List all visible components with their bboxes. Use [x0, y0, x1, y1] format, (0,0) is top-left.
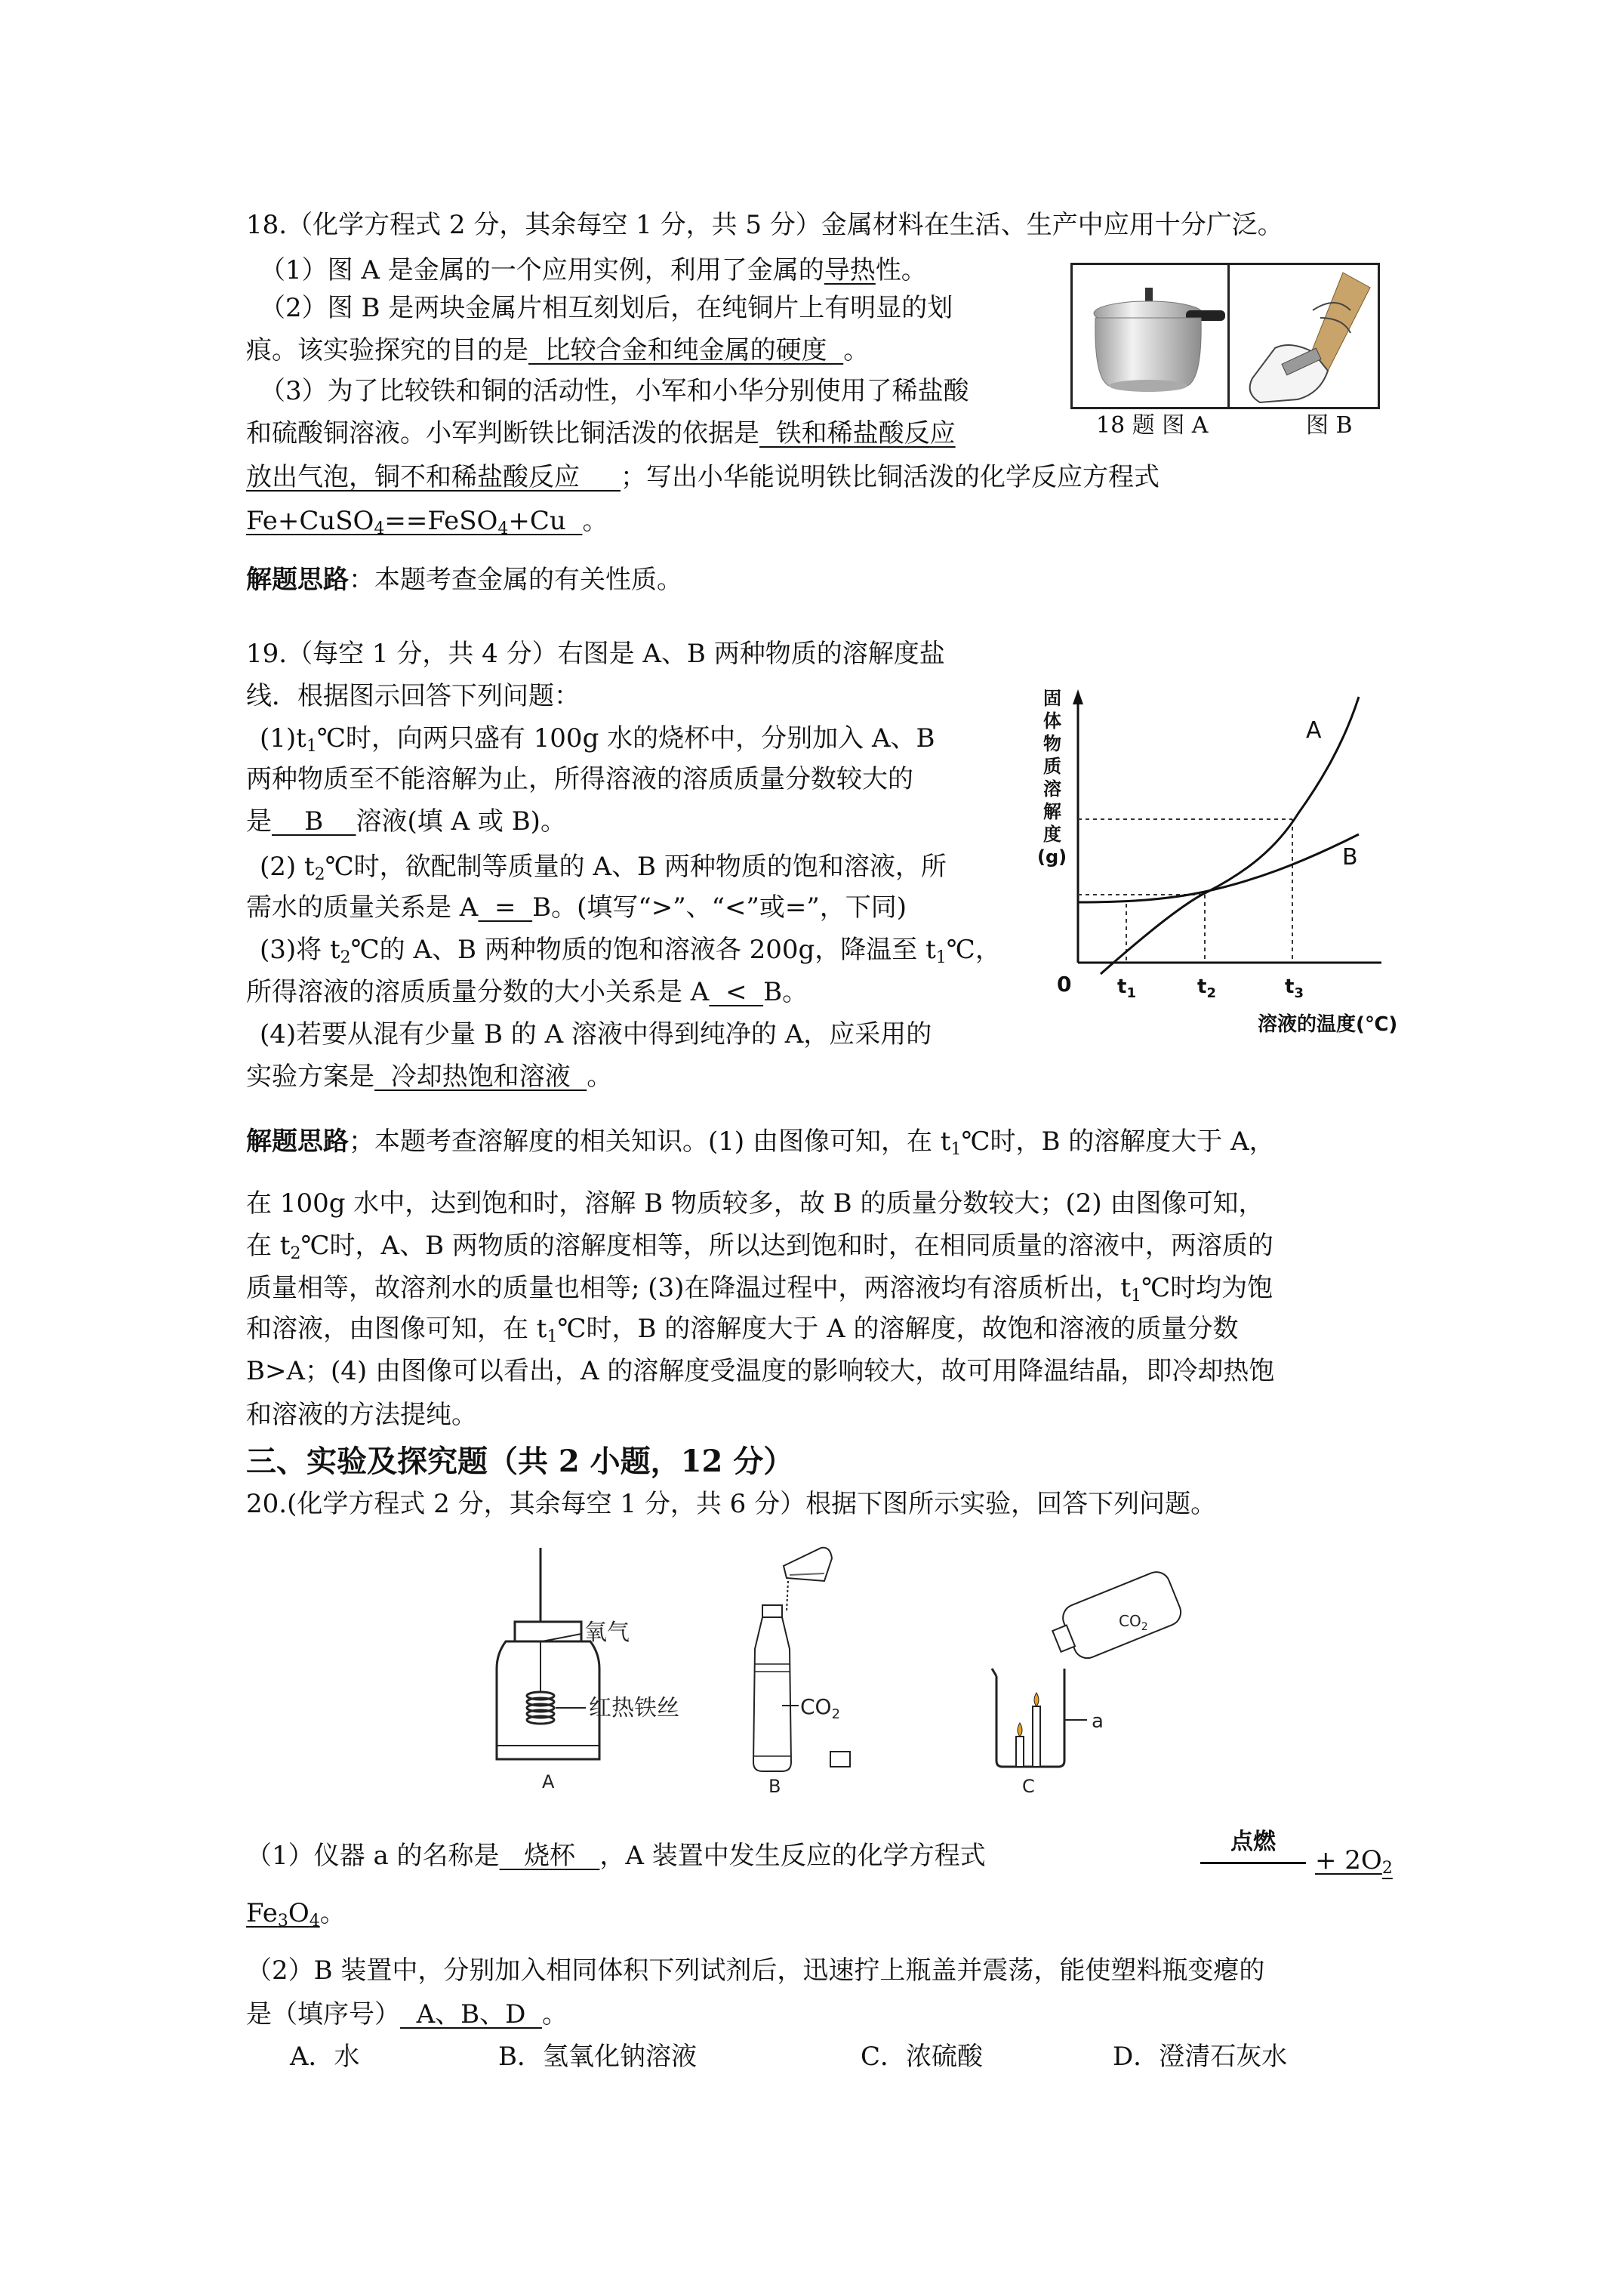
co2-gas-bottle-icon	[1046, 1568, 1184, 1668]
ylabel-char: 体	[1043, 710, 1061, 732]
idea-sub: 1	[1131, 1287, 1142, 1305]
q18-line-3: （2）图 B 是两块金属片相互刻划后，在纯铜片上有明显的划	[260, 293, 953, 323]
formula-sub: 4	[309, 1912, 320, 1931]
curve-b-label: B	[1342, 844, 1358, 871]
q20-part2-line-2	[246, 1993, 568, 2036]
jar-lid	[515, 1622, 581, 1641]
idea-text: 在 t	[246, 1231, 291, 1261]
q18-text: 和硫酸铜溶液。小军判断铁比铜活泼的依据是	[246, 418, 759, 448]
q20-text: 。	[542, 1999, 568, 2029]
flame-icon	[1034, 1693, 1039, 1706]
tick-t: t	[1285, 975, 1295, 998]
q20-text: ，A 装置中发生反应的化学方程式	[599, 1841, 986, 1871]
co2-sub: 2	[831, 1706, 841, 1722]
q18-text: ；写出小华能说明铁比铜活泼的化学反应方程式	[621, 462, 1160, 492]
q18-answer-3b: 放出气泡，铜不和稀盐酸反应	[246, 462, 621, 492]
idea-sub: 1	[547, 1327, 558, 1346]
ylabel-char: 度	[1043, 824, 1061, 845]
beaker	[996, 1669, 1064, 1767]
formula-sub: 4	[497, 519, 509, 538]
origin-label: 0	[1057, 972, 1072, 997]
q19-answer-1: B	[272, 806, 356, 837]
q19-text: 所得溶液的溶质质量分数的大小关系是 A	[246, 977, 710, 1007]
q19-answer-2: =	[478, 892, 533, 923]
curve-b	[1078, 834, 1359, 902]
reaction-condition: 点燃	[1230, 1829, 1276, 1855]
idea-text: 和溶液，由图像可知，在 t	[246, 1314, 547, 1344]
figure-a-caption: 18 题 图 A	[1096, 412, 1209, 439]
idea-text: ℃时，B 的溶解度大于 A，	[961, 1126, 1275, 1157]
q19-sub: 2	[314, 865, 325, 884]
idea-text: ；本题考查溶解度的相关知识。(1) 由图像可知，在 t	[349, 1126, 951, 1157]
beaker-lip	[992, 1669, 996, 1676]
formula-part: Fe+CuSO	[246, 506, 374, 536]
q20-part1-line-2	[246, 1892, 346, 1934]
candle-high-icon	[1033, 1706, 1040, 1767]
q19-idea-line-5	[246, 1308, 1238, 1350]
q20-text: （1）仪器 a 的名称是	[246, 1841, 500, 1871]
q18-answer-1: 导热	[824, 255, 876, 285]
figure-label-a: A	[542, 1771, 555, 1792]
q19-text: ℃的 A、B 两种物质的饱和溶液各 200g，降温至 t	[350, 935, 936, 965]
q19-text: 溶液(填 A 或 B)。	[356, 806, 566, 837]
t3-label	[1285, 975, 1304, 1001]
q19-text: ℃时，欲配制等质量的 A、B 两种物质的饱和溶液，所	[325, 852, 947, 882]
q20-answer-3: A、B、D	[400, 1999, 543, 2029]
section-heading: 三、实验及探究题（共 2 小题，12 分）	[246, 1444, 794, 1479]
plastic-bottle-icon	[753, 1617, 791, 1771]
q19-sub: 2	[340, 948, 351, 967]
q18-line-1: 18.（化学方程式 2 分，其余每空 1 分，共 5 分）金属材料在生活、生产中应用十分广泛。	[246, 210, 1283, 240]
q18-text: 痕。该实验探究的目的是	[246, 335, 528, 365]
figure-a-pressure-cooker	[1070, 263, 1232, 409]
beaker-label-a: a	[1092, 1710, 1104, 1733]
q18-line-5: （3）为了比较铁和铜的活动性，小军和小华分别使用了稀盐酸	[260, 376, 969, 406]
q18-line-7	[246, 456, 1160, 498]
q19-sub: 1	[935, 948, 947, 967]
figure-b-scratch-test	[1227, 263, 1380, 409]
figure-label-b: B	[768, 1776, 781, 1797]
idea-text: ℃时，A、B 两物质的溶解度相等，所以达到饱和时，在相同质量的溶液中，两溶质的	[300, 1231, 1273, 1261]
q19-text: 实验方案是	[246, 1062, 374, 1092]
q19-line-3	[260, 717, 935, 760]
ylabel-char: 溶	[1043, 778, 1061, 800]
q19-line-1: 19.（每空 1 分，共 4 分）右图是 A、B 两种物质的溶解度盐	[246, 639, 945, 669]
flame-icon	[1018, 1723, 1022, 1737]
apparatus-a	[468, 1540, 694, 1797]
q19-idea-line-7: 和溶液的方法提纯。	[246, 1400, 477, 1430]
q18-answer-4	[246, 506, 582, 536]
q19-line-2: 线．根据图示回答下列问题：	[246, 681, 580, 711]
equation-sub: 2	[1381, 1859, 1393, 1878]
formula-part: Fe	[246, 1898, 278, 1928]
q20-text: 是（填序号）	[246, 1999, 400, 2029]
q19-text: ℃时，向两只盛有 100g 水的烧杯中，分别加入 A、B	[316, 723, 935, 754]
metal-plates-icon	[1230, 265, 1378, 407]
q18-line-6	[246, 412, 956, 455]
q20-part1-line-1	[246, 1835, 986, 1877]
bottle-neck	[762, 1605, 782, 1617]
iron-wire-label: 红热铁丝	[589, 1695, 679, 1721]
q19-idea-line-6: B>A；(4) 由图像可以看出，A 的溶解度受温度的影响较大，故可用降温结晶，即冷却热饱	[246, 1356, 1275, 1386]
q18-answer-2: 比较合金和纯金属的硬度	[528, 335, 844, 365]
q19-text: 。	[587, 1062, 613, 1092]
q18-line-2	[260, 249, 927, 291]
co2-sub: 2	[1141, 1621, 1148, 1633]
q20-answer-2	[246, 1898, 320, 1931]
q19-text: (1)t	[260, 723, 306, 754]
option-d: D．澄清石灰水	[1113, 2042, 1288, 2072]
oxygen-label: 氧气	[584, 1620, 630, 1646]
co2-text: CO	[800, 1694, 832, 1719]
q19-text: ℃，	[946, 935, 1001, 965]
q19-idea-line-1	[246, 1120, 1275, 1163]
tick-t: t	[1197, 975, 1207, 998]
idea-text: ℃时，B 的溶解度大于 A 的溶解度，故饱和溶液的质量分数	[557, 1314, 1239, 1344]
candle-low-icon	[1016, 1737, 1024, 1767]
q19-text: (3)将 t	[260, 935, 340, 965]
q19-sub: 1	[306, 737, 317, 756]
co2-label-b	[800, 1694, 840, 1722]
idea-text: 质量相等，故溶剂水的质量也相等; (3)在降温过程中，两溶液均有溶质析出，t	[246, 1273, 1132, 1303]
option-a: A．水	[290, 2042, 360, 2072]
q19-line-5	[246, 800, 566, 843]
q18-text: 。	[843, 335, 870, 365]
idea-sub: 2	[290, 1244, 301, 1263]
reaction-condition-bar	[1200, 1862, 1306, 1864]
curve-a-label: A	[1306, 717, 1322, 744]
q18-line-4	[246, 329, 869, 371]
q18-answer-3a: 铁和稀盐酸反应	[759, 418, 956, 448]
q20-part2-line-1: （2）B 装置中，分别加入相同体积下列试剂后，迅速拧上瓶盖并震荡，能使塑料瓶变瘪的	[246, 1955, 1265, 1986]
q19-answer-4: 冷却热饱和溶液	[374, 1062, 587, 1092]
tick-sub: 2	[1206, 985, 1216, 1001]
q20-equation-tail	[1315, 1839, 1393, 1881]
apparatus-c	[974, 1555, 1200, 1797]
q19-text: B。(填写“>”、“<”或=”，下同)	[532, 892, 907, 923]
ylabel-char: 质	[1043, 756, 1061, 777]
q19-idea-line-2: 在 100g 水中，达到饱和时，溶解 B 物质较多，故 B 的质量分数较大；(2) 由图像可知，	[246, 1188, 1264, 1219]
idea-label: 解题思路	[246, 1126, 349, 1157]
q19-idea-line-4	[246, 1267, 1273, 1309]
gas-jar	[497, 1641, 599, 1759]
idea-sub: 1	[950, 1140, 962, 1159]
x-axis-label: 溶液的温度(℃)	[1258, 1013, 1398, 1036]
pouring-beaker-icon	[784, 1548, 832, 1581]
t1-label	[1117, 975, 1136, 1001]
q20-answer-1: 烧杯	[499, 1841, 600, 1871]
ylabel-char: 解	[1043, 801, 1061, 822]
liquid-stream	[787, 1581, 788, 1611]
ylabel-char: 物	[1043, 733, 1061, 754]
formula-sub: 3	[277, 1912, 288, 1931]
q19-line-6	[260, 846, 947, 888]
equation-part: + 2O	[1315, 1845, 1382, 1875]
q18-text: 性。	[875, 255, 927, 285]
option-c: C．浓硫酸	[861, 2042, 984, 2072]
q19-line-7	[246, 886, 907, 929]
formula-sub: 4	[374, 519, 385, 538]
q19-line-9	[246, 971, 808, 1013]
t2-label	[1197, 975, 1216, 1001]
q19-answer-3: <	[709, 977, 764, 1007]
q19-idea-line-3	[246, 1225, 1273, 1267]
formula-part: +Cu	[508, 506, 583, 536]
q19-line-10: (4)若要从混有少量 B 的 A 溶液中得到纯净的 A，应采用的	[260, 1019, 932, 1049]
q19-text: B。	[763, 977, 808, 1007]
q18-text: （1）图 A 是金属的一个应用实例，利用了金属的	[260, 255, 824, 285]
apparatus-b	[725, 1536, 861, 1797]
option-b: B．氢氧化钠溶液	[498, 2042, 697, 2072]
q19-line-4: 两种物质至不能溶解为止，所得溶液的溶质质量分数较大的	[246, 764, 913, 794]
guide-lines	[1078, 819, 1292, 963]
formula-part: ==FeSO	[384, 506, 498, 536]
q19-text: 需水的质量关系是 A	[246, 892, 479, 923]
y-axis-label	[1037, 688, 1067, 868]
q19-text: (2) t	[260, 852, 315, 882]
solubility-graph	[1027, 683, 1434, 1046]
q19-line-8	[260, 929, 1001, 971]
tick-sub: 3	[1294, 985, 1304, 1001]
q18-idea	[246, 559, 682, 601]
figure-b-caption: 图 B	[1306, 412, 1353, 439]
q20-text: 。	[319, 1898, 346, 1928]
pressure-cooker-icon	[1073, 265, 1230, 407]
idea-label: 解题思路	[246, 565, 349, 595]
co2-text: CO	[1119, 1612, 1141, 1630]
formula-part: O	[288, 1898, 310, 1928]
q19-line-11	[246, 1056, 612, 1098]
ylabel-char: 固	[1043, 688, 1061, 709]
idea-text: ℃时均为饱	[1141, 1273, 1273, 1303]
y-axis-arrow-icon	[1073, 689, 1083, 704]
figure-label-c: C	[1022, 1776, 1035, 1797]
q18-line-8	[246, 500, 608, 542]
bottle-cap-icon	[830, 1752, 850, 1767]
tick-t: t	[1117, 975, 1127, 998]
ylabel-char: (g)	[1037, 846, 1067, 868]
q20-line-1: 20.(化学方程式 2 分，其余每空 1 分，共 6 分）根据下图所示实验，回答下列问题。	[246, 1489, 1217, 1519]
q19-text: 是	[246, 806, 272, 837]
tick-sub: 1	[1126, 985, 1136, 1001]
idea-text: ：本题考查金属的有关性质。	[349, 565, 682, 595]
q18-text: 。	[582, 506, 608, 536]
